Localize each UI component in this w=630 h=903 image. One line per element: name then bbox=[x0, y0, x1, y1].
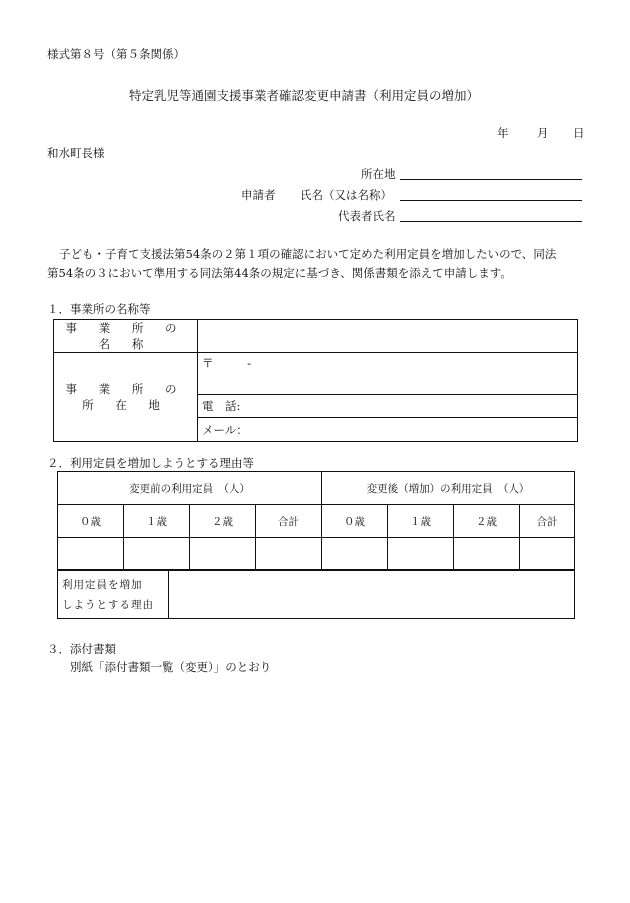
facility-name-label: 事 業 所 の 名 称 bbox=[54, 320, 198, 353]
phone-label: 電 話: bbox=[202, 399, 241, 413]
col-before-total: 合計 bbox=[256, 505, 322, 538]
after-total-cell[interactable] bbox=[520, 538, 575, 570]
representative-label: 代表者氏名 bbox=[338, 209, 396, 223]
facility-address-label: 事 業 所 の 所 在 地 bbox=[54, 353, 198, 442]
col-after-age1: １歳 bbox=[388, 505, 454, 538]
after-age1-cell[interactable] bbox=[388, 538, 454, 570]
name-field[interactable] bbox=[400, 200, 582, 201]
addressee: 和水町長様 bbox=[47, 146, 105, 160]
phone-field[interactable] bbox=[198, 395, 578, 418]
page-title: 特定乳児等通園支援事業者確認変更申請書（利用定員の増加） bbox=[129, 88, 480, 103]
form-number: 様式第８号（第５条関係） bbox=[47, 47, 185, 61]
representative-field[interactable] bbox=[400, 221, 582, 222]
date-day: 日 bbox=[573, 126, 585, 140]
col-before-age1: １歳 bbox=[124, 505, 190, 538]
capacity-table bbox=[57, 471, 575, 570]
reason-label: 利用定員を増加 しようとする理由 bbox=[58, 571, 169, 619]
reason-field[interactable] bbox=[169, 571, 575, 619]
col-after-total: 合計 bbox=[520, 505, 575, 538]
col-after-age0: ０歳 bbox=[322, 505, 388, 538]
date-year: 年 bbox=[497, 126, 509, 140]
section2-heading: ２．利用定員を増加しようとする理由等 bbox=[47, 456, 254, 470]
before-age0-cell[interactable] bbox=[58, 538, 124, 570]
date-month: 月 bbox=[537, 126, 549, 140]
section3-heading: ３．添付書類 bbox=[47, 642, 116, 656]
applicant-label: 申請者 bbox=[241, 188, 276, 202]
before-age2-cell[interactable] bbox=[190, 538, 256, 570]
postal-dash: - bbox=[247, 356, 252, 370]
before-total-cell[interactable] bbox=[256, 538, 322, 570]
col-before-age0: ０歳 bbox=[58, 505, 124, 538]
mail-field[interactable] bbox=[198, 418, 578, 442]
body-line-2: 第54条の３において準用する同法第44条の規定に基づき、関係書類を添えて申請します。 bbox=[47, 266, 512, 280]
after-age0-cell[interactable] bbox=[322, 538, 388, 570]
reason-table bbox=[57, 570, 575, 619]
after-age2-cell[interactable] bbox=[454, 538, 520, 570]
facility-table bbox=[53, 319, 578, 442]
before-age1-cell[interactable] bbox=[124, 538, 190, 570]
col-before-age2: ２歳 bbox=[190, 505, 256, 538]
postal-field[interactable] bbox=[198, 353, 578, 395]
address-field[interactable] bbox=[400, 179, 582, 180]
after-header: 変更後（増加）の利用定員 （人） bbox=[322, 472, 575, 505]
facility-name-field[interactable] bbox=[198, 320, 578, 353]
col-after-age2: ２歳 bbox=[454, 505, 520, 538]
name-label: 氏名（又は名称） bbox=[300, 188, 392, 202]
body-line-1: 子ども・子育て支援法第54条の２第１項の確認において定めた利用定員を増加したいので、同法 bbox=[59, 247, 557, 261]
mail-label: メール： bbox=[202, 422, 248, 437]
before-header: 変更前の利用定員 （人） bbox=[58, 472, 322, 505]
attachments-text: 別紙「添付書類一覧（変更）」のとおり bbox=[70, 660, 272, 674]
address-label: 所在地 bbox=[361, 167, 396, 181]
section1-heading: １．事業所の名称等 bbox=[47, 302, 151, 316]
postal-mark: 〒 bbox=[202, 356, 214, 370]
